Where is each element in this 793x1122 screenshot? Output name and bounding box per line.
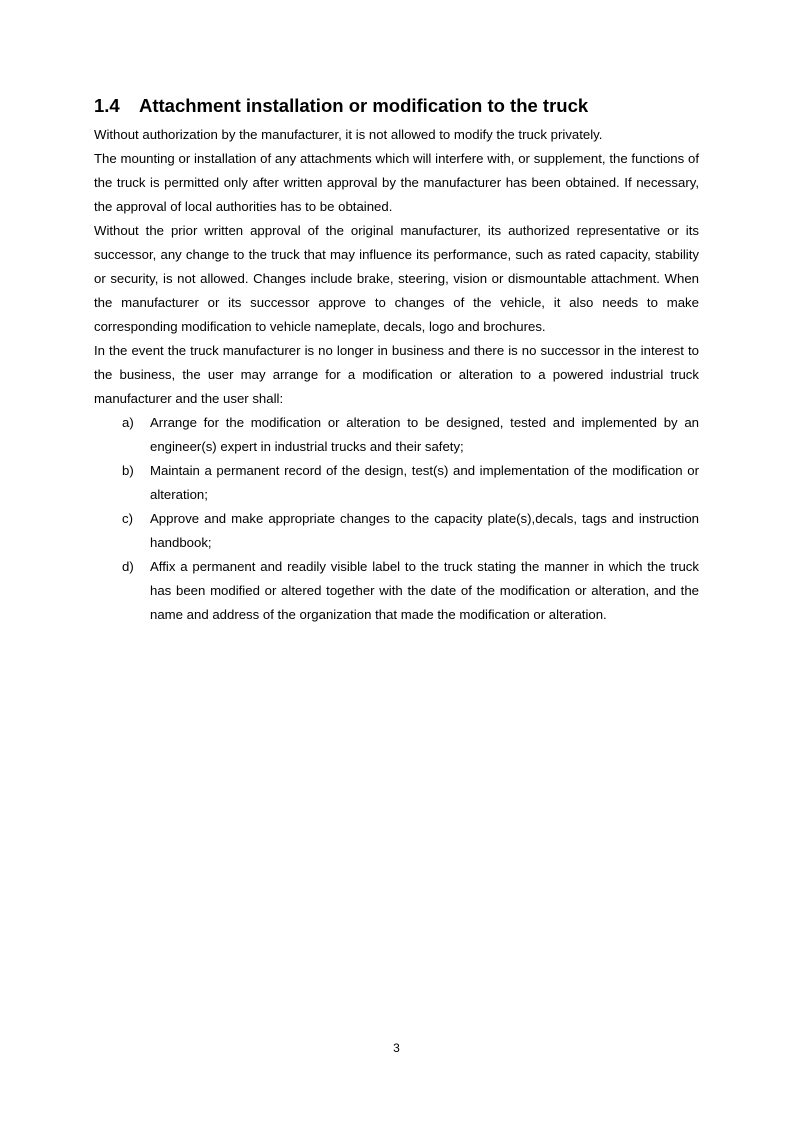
requirements-list (94, 411, 699, 627)
list-item (94, 555, 699, 627)
section-heading (94, 94, 699, 118)
paragraph-attachments: The mounting or installation of any attachments which will interfere with, or supplement, the functions of the truck is permitted only after written approval by the manufacturer has been obtained. If necessary, the approval of local authorities has to be obtained. (94, 151, 699, 214)
list-item-text: Affix a permanent and readily visible label to the truck stating the manner in which the truck has been modified or altered together with the date of the modification or alteration, and the name and address of the organization that made the modification or alteration. (150, 559, 699, 622)
paragraph-prior-approval: Without the prior written approval of the original manufacturer, its authorized representative or its successor, any change to the truck that may influence its performance, such as rated capacity, stability or security, is not allowed. Changes include brake, steering, vision or dismountable attachment. When the manufacturer or its successor approve to changes of the vehicle, it also needs to make corresponding modification to vehicle nameplate, decals, logo and brochures. (94, 223, 699, 334)
section-number: 1.4 (94, 95, 120, 116)
list-item (94, 459, 699, 507)
list-item (94, 411, 699, 459)
page-content (94, 94, 699, 627)
section-title: Attachment installation or modification to the truck (139, 95, 589, 116)
list-marker: a) (122, 415, 134, 430)
list-marker: b) (122, 463, 134, 478)
list-marker: d) (122, 559, 134, 574)
list-item-text: Arrange for the modification or alteration to be designed, tested and implemented by an engineer(s) expert in industrial trucks and their safety; (150, 415, 699, 454)
list-item-text: Maintain a permanent record of the design, test(s) and implementation of the modification or alteration; (150, 463, 699, 502)
list-item-text: Approve and make appropriate changes to the capacity plate(s),decals, tags and instruction handbook; (150, 511, 699, 550)
paragraph-authorization: Without authorization by the manufacturer, it is not allowed to modify the truck privately. (94, 127, 603, 142)
list-marker: c) (122, 511, 133, 526)
page-number: 3 (393, 1041, 400, 1055)
paragraph-no-successor: In the event the truck manufacturer is no longer in business and there is no successor in the interest to the business, the user may arrange for a modification or alteration to a powered industrial truck manufacturer and the user shall: (94, 343, 699, 406)
list-item (94, 507, 699, 555)
